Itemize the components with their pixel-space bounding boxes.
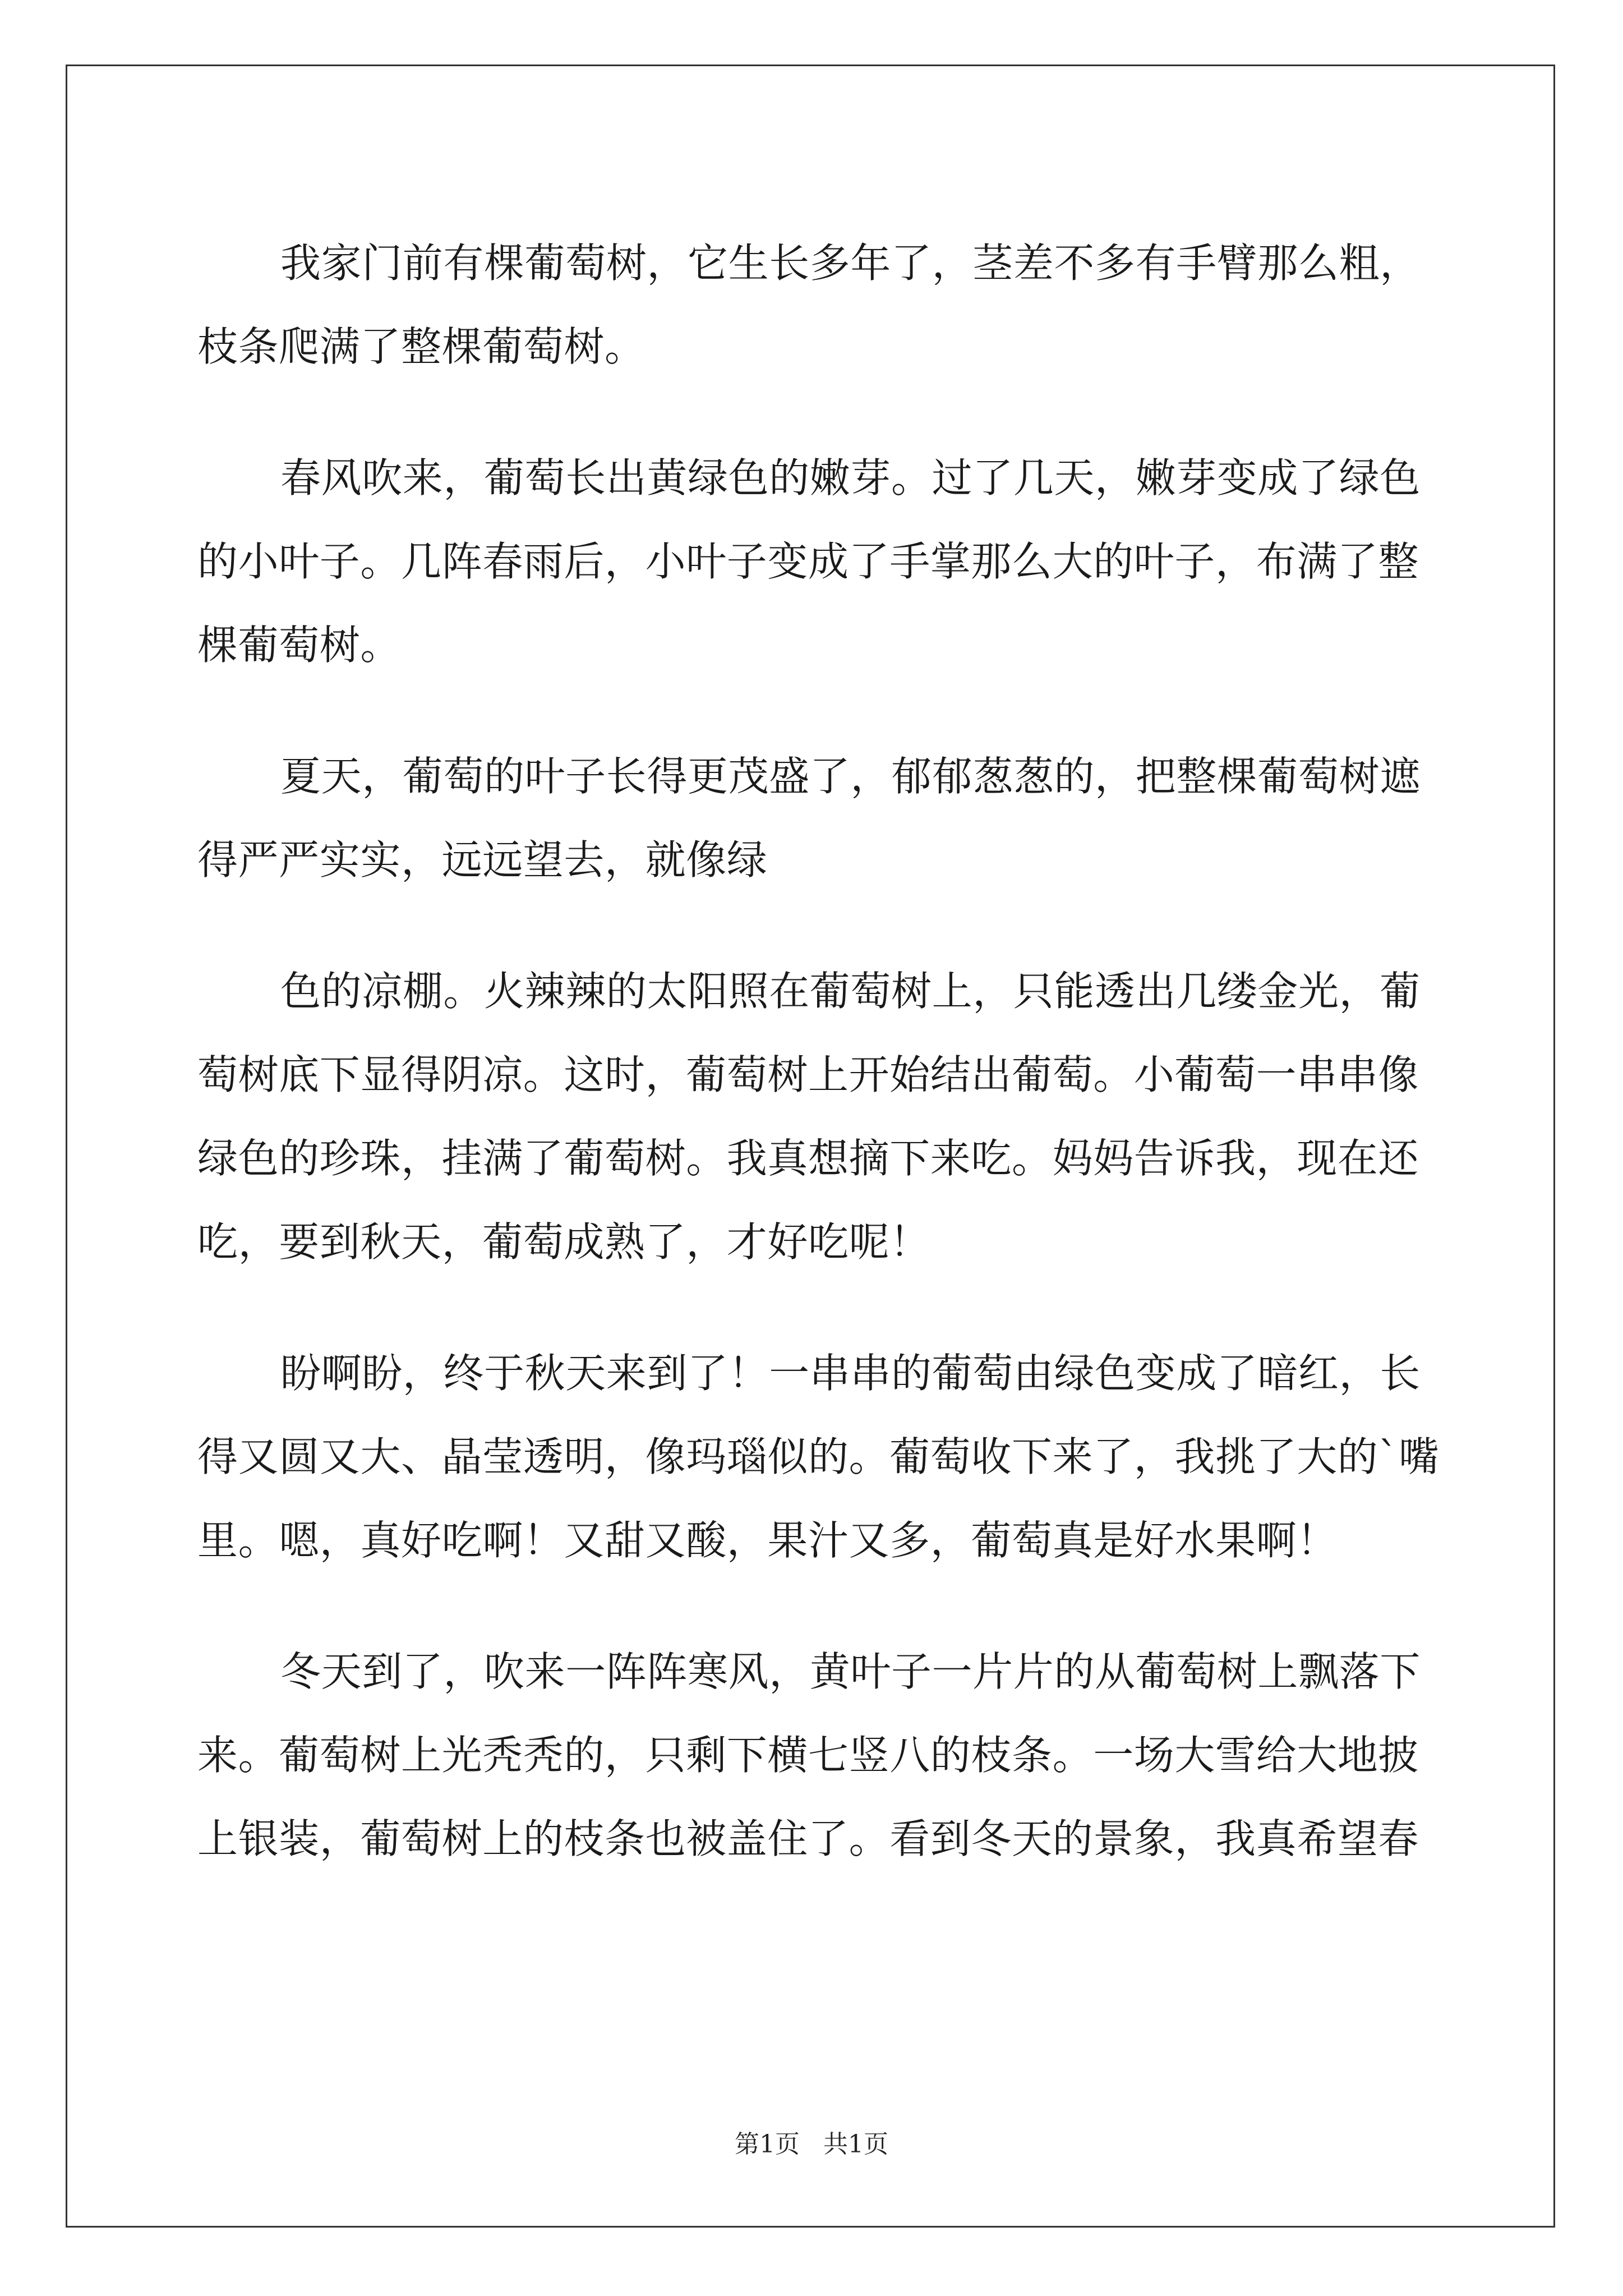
text-line: 来。葡萄树上光秃秃的，只剩下横七竖八的枝条。一场大雪给大地披 xyxy=(197,1732,1419,1779)
text-line: 棵葡萄树。 xyxy=(197,622,402,669)
paragraph-6 xyxy=(197,1630,1431,1881)
text-line: 盼啊盼，终于秋天来到了！一串串的葡萄由绿色变成了暗红，长 xyxy=(280,1350,1421,1397)
document-body xyxy=(197,222,1440,1881)
paragraph-4 xyxy=(197,950,1431,1284)
text-line: 我家门前有棵葡萄树，它生长多年了，茎差不多有手臂那么粗， xyxy=(280,240,1421,287)
text-line: 色的凉棚。火辣辣的太阳照在葡萄树上，只能透出几缕金光，葡 xyxy=(280,968,1421,1015)
text-line: 枝条爬满了整棵葡萄树。 xyxy=(197,323,645,370)
text-line: 萄树底下显得阴凉。这时，葡萄树上开始结出葡萄。小葡萄一串串像 xyxy=(197,1051,1419,1098)
paragraph-5 xyxy=(197,1332,1440,1582)
text-line: 得严严实实，远远望去，就像绿 xyxy=(197,836,768,884)
text-line: 里。嗯，真好吃啊！又甜又酸，果汁又多，葡萄真是好水果啊！ xyxy=(197,1517,1338,1564)
text-line: 吃，要到秋天，葡萄成熟了，才好吃呢！ xyxy=(197,1218,930,1266)
paragraph-3 xyxy=(197,735,1431,902)
text-line: 春风吹来，葡萄长出黄绿色的嫩芽。过了几天，嫩芽变成了绿色 xyxy=(280,454,1421,501)
paragraph-2 xyxy=(197,436,1431,687)
text-line: 得又圆又大、晶莹透明，像玛瑙似的。葡萄收下来了，我挑了大的`嘴 xyxy=(197,1433,1440,1480)
paragraph-1 xyxy=(197,222,1431,389)
text-line: 冬天到了，吹来一阵阵寒风，黄叶子一片片的从葡萄树上飘落下 xyxy=(280,1648,1421,1695)
page-number-footer: 第1页 共1页 xyxy=(735,2130,888,2159)
text-line: 绿色的珍珠，挂满了葡萄树。我真想摘下来吃。妈妈告诉我，现在还 xyxy=(197,1135,1419,1182)
text-line: 的小叶子。几阵春雨后，小叶子变成了手掌那么大的叶子，布满了整 xyxy=(197,538,1419,585)
text-line: 上银装，葡萄树上的枝条也被盖住了。看到冬天的景象，我真希望春 xyxy=(197,1815,1419,1862)
text-line: 夏天，葡萄的叶子长得更茂盛了，郁郁葱葱的，把整棵葡萄树遮 xyxy=(280,753,1421,800)
